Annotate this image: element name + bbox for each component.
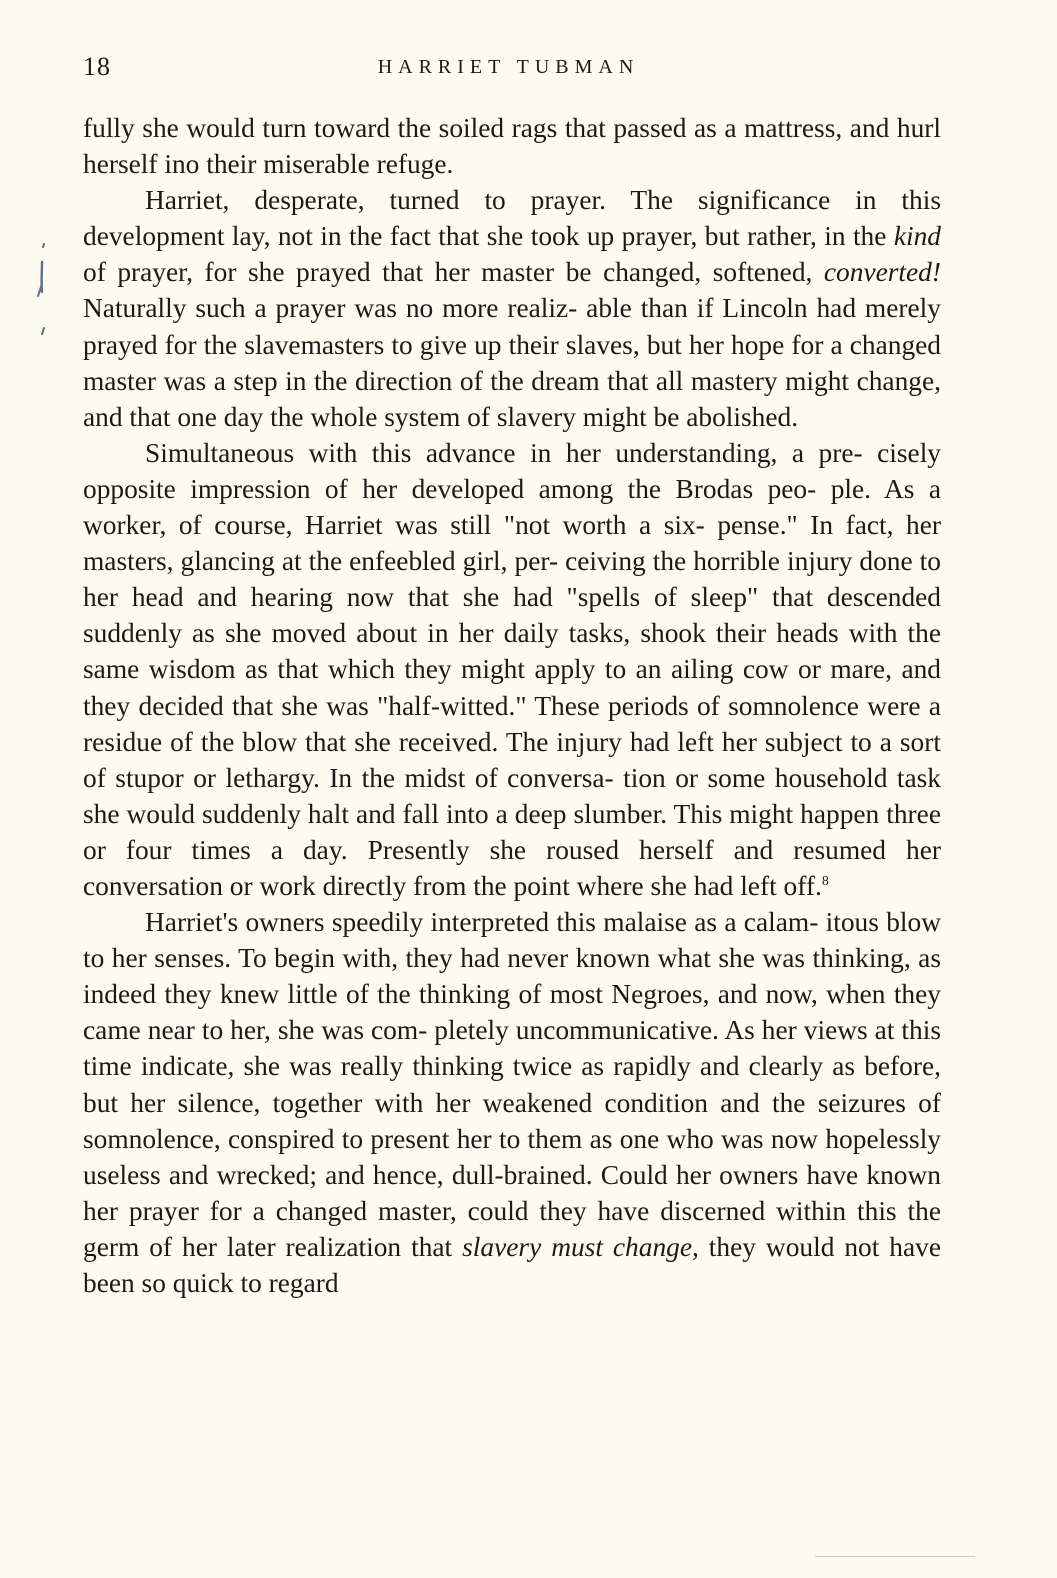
italic-phrase: slavery must change, bbox=[462, 1231, 699, 1262]
italic-word: kind bbox=[893, 221, 941, 252]
text-line: Harriet, desperate, turned to prayer. The significance in this bbox=[145, 185, 941, 216]
bottom-rule bbox=[815, 1556, 975, 1557]
text-line: Harriet's owners speedily interpreted this malaise as a calam- bbox=[145, 907, 819, 938]
text-line: fully she would turn toward the soiled rags that passed as a mattress, bbox=[83, 113, 843, 143]
text-line: Naturally such a prayer was no more realiz- bbox=[83, 293, 578, 324]
text-line: development lay, not in the fact that she took up prayer, but rather, bbox=[83, 221, 817, 252]
text-line: directly from the point where she had left off. bbox=[322, 870, 822, 901]
text-line: Simultaneous with this advance in her understanding, a pre- bbox=[145, 437, 863, 468]
body-text bbox=[83, 110, 941, 1301]
text-line: owners have known her prayer for a changed master, could they bbox=[83, 1159, 941, 1226]
text-line: her subject to a sort of stupor or lethargy. In the midst of conversa- bbox=[83, 726, 941, 793]
text-line: decided that she was "half-witted." These periods of somnolence bbox=[138, 690, 859, 721]
italic-word: converted! bbox=[823, 257, 941, 288]
text-line: ceiving the horrible injury done to her head and hearing now that bbox=[83, 546, 941, 613]
text-line: softened, bbox=[712, 257, 824, 288]
text-line: deep slumber. This might happen three or four times a day. bbox=[83, 798, 941, 865]
page-number: 18 bbox=[83, 52, 111, 81]
text-line: was really thinking twice as rapidly and clearly as before, but her bbox=[83, 1051, 941, 1118]
text-line: direction of the dream that all mastery might change, and that one bbox=[83, 365, 941, 432]
text-line: Presently she roused herself and resumed her conversation or work bbox=[83, 834, 941, 901]
paragraph-1 bbox=[83, 110, 941, 182]
text-line: she had "spells of sleep" that descended suddenly as she moved bbox=[83, 582, 941, 649]
text-line: that which they might apply to an ailing cow or mare, and they bbox=[83, 654, 941, 721]
text-line: somnolence, conspired to present her to them as one who was now bbox=[83, 1123, 819, 1154]
text-line: pense." In fact, her masters, glancing at the enfeebled girl, per- bbox=[83, 510, 941, 577]
text-line: day the whole system of slavery might be abolished. bbox=[223, 401, 799, 432]
paragraph-2 bbox=[83, 182, 941, 435]
text-line: cisely opposite impression of her developed among the Brodas peo- bbox=[83, 437, 941, 504]
text-line: were a residue of the blow that she received. The injury had left bbox=[83, 690, 941, 757]
text-line: up their slaves, but her hope for a changed master was a step in the bbox=[83, 329, 941, 396]
text-line: tion or some household task she would suddenly halt and fall into a bbox=[83, 762, 941, 829]
text-line: ple. As a worker, of course, Harriet was still "not worth a six- bbox=[83, 473, 941, 541]
text-line: silence, together with her weakened condition and the seizures of bbox=[177, 1087, 941, 1118]
text-line: itous blow to her senses. To begin with, they had never known bbox=[83, 907, 941, 974]
text-line: hopelessly useless and wrecked; and hence, dull-brained. Could her bbox=[83, 1123, 941, 1190]
text-line: what she was thinking, as indeed they knew little of the thinking of bbox=[83, 943, 941, 1010]
text-line: able than if Lincoln had merely prayed for the slavemasters to give bbox=[83, 293, 941, 360]
footnote-reference: 8 bbox=[821, 873, 829, 889]
paragraph-3 bbox=[83, 435, 941, 904]
text-line: in the bbox=[824, 221, 894, 252]
text-line: and hurl herself ino their miserable refuge. bbox=[83, 113, 941, 180]
paragraph-4 bbox=[83, 904, 941, 1301]
text-line: have discerned within this the germ of her later realization that bbox=[83, 1195, 941, 1262]
text-line: about in her daily tasks, shook their heads with the same wisdom as bbox=[83, 618, 941, 685]
text-line: pletely uncommunicative. As her views at this time indicate, she bbox=[83, 1015, 941, 1082]
running-head: HARRIET TUBMAN bbox=[377, 56, 640, 78]
text-line: of prayer, for she prayed that her master be changed, bbox=[83, 257, 702, 288]
margin-pencil-mark bbox=[30, 240, 56, 340]
text-line: most Negroes, and now, when they came near to her, she was com- bbox=[83, 979, 941, 1046]
text-line: they would not have been so quick to regard bbox=[83, 1231, 942, 1298]
